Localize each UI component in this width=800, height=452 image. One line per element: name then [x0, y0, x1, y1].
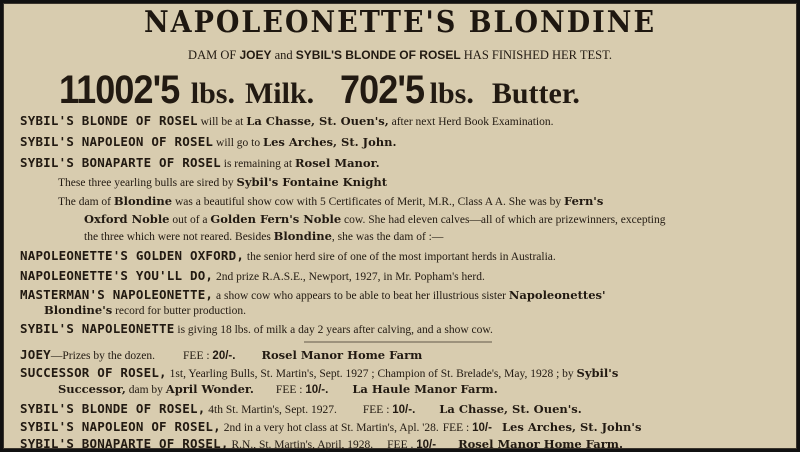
offspring-text: the senior herd sire of one of the most important herds in Australia.: [244, 251, 556, 263]
bull-name: SYBIL'S BLONDE OF ROSEL: [20, 113, 198, 128]
fee-farm: La Haule Manor Farm.: [352, 382, 498, 396]
dam-paragraph-line-2: [84, 212, 666, 226]
bull-name: SYBIL'S BONAPARTE OF ROSEL: [20, 155, 221, 170]
bull-line: [20, 134, 397, 149]
test-results: [59, 68, 580, 113]
dam-paragraph-line-3: [84, 229, 443, 243]
ad-title: NAPOLEONETTE'S BLONDINE: [143, 5, 657, 40]
para-name: Blondine: [273, 229, 332, 243]
fee-bull-name: SUCCESSOR OF ROSEL,: [20, 365, 167, 380]
milk-label: Milk.: [244, 77, 315, 110]
offspring-line: [20, 321, 493, 336]
bull-place: La Chasse, St. Ouen's,: [246, 114, 389, 128]
fee-amount: 10/-.: [392, 404, 416, 416]
fee-farm: Rosel Manor Home Farm.: [458, 437, 623, 451]
offspring-name: NAPOLEONETTE'S YOU'LL DO,: [20, 268, 214, 283]
sire-line: [58, 175, 387, 189]
subtitle-text: and: [271, 48, 296, 62]
bull-text: will go to: [213, 137, 263, 149]
fee-label: FEE .: [387, 439, 417, 451]
bull-line: [20, 155, 380, 170]
milk-unit: lbs.: [190, 77, 235, 110]
fee-line: [20, 419, 641, 434]
fee-amount: 10/-: [472, 422, 492, 434]
fee-farm: Les Arches, St. John's: [501, 420, 642, 434]
fee-line: [20, 401, 582, 416]
offspring-text: 2nd prize R.A.S.E., Newport, 1927, in Mr. Popham's herd.: [213, 271, 485, 283]
butter-label: Butter.: [491, 77, 580, 110]
fee-line-cont: [58, 382, 498, 396]
subtitle-text: DAM OF: [188, 48, 240, 62]
para-text: The dam of: [58, 196, 114, 208]
butter-value: 702'5: [340, 68, 425, 112]
fee-farm: La Chasse, St. Ouen's.: [439, 402, 582, 416]
para-text: the three which were not reared. Besides: [84, 231, 274, 243]
fee-sire-name: Successor,: [58, 382, 126, 396]
fee-bull-text: R.N., St. Martin's, April, 1928.: [228, 439, 374, 451]
para-name: Golden Fern's Noble: [210, 212, 342, 226]
fee-line: [20, 365, 618, 380]
offspring-line: [20, 268, 485, 283]
bull-text: after next Herd Book Examination.: [388, 116, 554, 128]
fee-label: FEE :: [362, 404, 393, 416]
offspring-line: [20, 287, 606, 302]
sire-text: These three yearling bulls are sired by: [58, 177, 237, 189]
para-text: cow. She had eleven calves—all of which are prizewinners, excepting: [341, 214, 666, 226]
para-name: Oxford Noble: [84, 212, 170, 226]
fee-line: [20, 347, 422, 362]
bull-place: Rosel Manor.: [294, 156, 380, 170]
fee-line: [20, 436, 623, 451]
fee-bull-text: —Prizes by the dozen.: [50, 350, 156, 362]
para-text: , she was the dam of :—: [331, 231, 444, 243]
subtitle-sybil: SYBIL'S BLONDE OF ROSEL: [295, 48, 461, 62]
fee-bull-text: 2nd in a very hot class at St. Martin's, Apl. '28.: [220, 422, 439, 434]
para-text: was a beautiful show cow with 5 Certificates of Merit, M.R., Class A A. She was by: [172, 196, 565, 208]
fee-amount: 10/-.: [305, 384, 329, 396]
bull-text: will be at: [197, 116, 247, 128]
offspring-name: SYBIL'S NAPOLEONETTE: [20, 321, 175, 336]
bull-place: Les Arches, St. John.: [263, 135, 397, 149]
subtitle-text: HAS FINISHED HER TEST.: [460, 48, 612, 62]
bull-text: is remaining at: [220, 158, 295, 170]
offspring-name: NAPOLEONETTE'S GOLDEN OXFORD,: [20, 248, 245, 263]
para-text: out of a: [169, 214, 211, 226]
para-name: Blondine: [113, 194, 173, 208]
offspring-text: a show cow who appears to be able to beat her illustrious sister: [213, 290, 509, 302]
fee-bull-text: dam by: [125, 384, 166, 396]
para-name: Fern's: [564, 194, 604, 208]
fee-bull-name: SYBIL'S BLONDE OF ROSEL,: [20, 401, 206, 416]
offspring-text: is giving 18 lbs. of milk a day 2 years after calving, and a show cow.: [174, 324, 493, 336]
fee-bull-name: JOEY: [20, 347, 51, 362]
fee-bull-name: SYBIL'S BONAPARTE OF ROSEL,: [20, 436, 229, 451]
offspring-line-cont: [44, 303, 246, 317]
offspring-name: MASTERMAN'S NAPOLEONETTE,: [20, 287, 214, 302]
butter-unit: lbs.: [429, 77, 474, 110]
offspring-text: record for butter production.: [112, 305, 247, 317]
fee-farm: Rosel Manor Home Farm: [261, 348, 423, 362]
fee-amount: 10/-: [416, 439, 437, 451]
fee-label: FEE :: [183, 350, 213, 362]
advertisement-page: [3, 3, 797, 449]
fee-bull-name: SYBIL'S NAPOLEON OF ROSEL,: [20, 419, 221, 434]
fee-bull-text: 4th St. Martin's, Sept. 1927.: [205, 404, 337, 416]
fee-label: FEE :: [442, 422, 473, 434]
divider-rule: [304, 341, 492, 343]
bull-name: SYBIL'S NAPOLEON OF ROSEL: [20, 134, 214, 149]
fee-label: FEE :: [275, 384, 306, 396]
ad-subtitle: [4, 48, 796, 63]
offspring-name: Napoleonettes': [508, 288, 606, 302]
fee-sire-name: Sybil's: [576, 366, 619, 380]
fee-dam-name: April Wonder.: [165, 382, 254, 396]
bull-line: [20, 113, 554, 128]
offspring-line: [20, 248, 556, 263]
fee-bull-text: 1st, Yearling Bulls, St. Martin's, Sept. 1927 ; Champion of St. Brelade's, May, 1928 ; by: [166, 368, 577, 380]
fee-amount: 20/-.: [212, 350, 236, 362]
sire-name: Sybil's Fontaine Knight: [236, 175, 388, 189]
subtitle-joey: JOEY: [239, 48, 272, 62]
dam-paragraph-line-1: [58, 194, 603, 208]
milk-value: 11002'5: [59, 68, 180, 112]
offspring-name: Blondine's: [44, 303, 113, 317]
